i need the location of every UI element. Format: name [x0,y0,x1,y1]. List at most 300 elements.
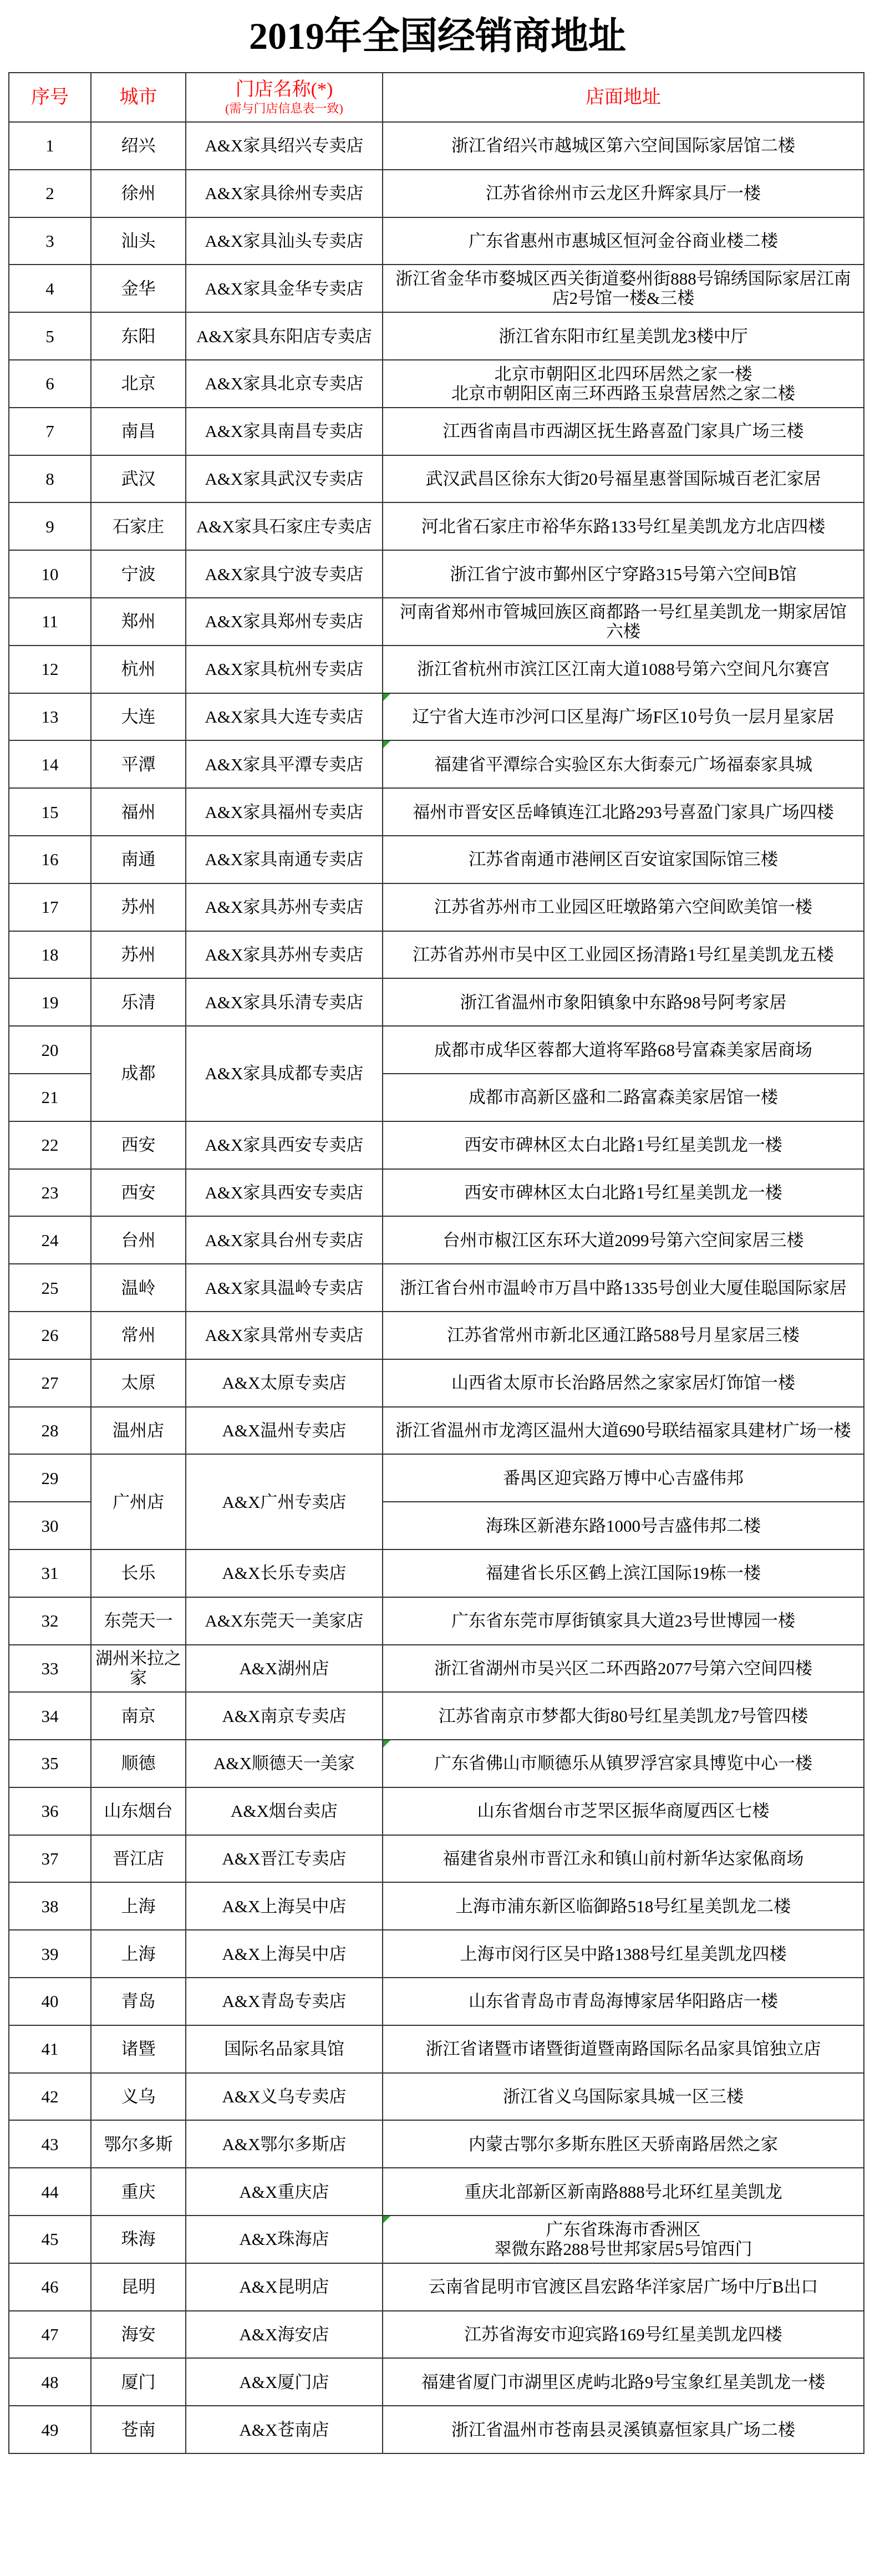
city-cell: 石家庄 [91,502,186,550]
city-cell: 乐清 [91,978,186,1026]
store-name-cell: A&X湖州店 [186,1645,383,1693]
store-name-cell: 国际名品家具馆 [186,2025,383,2073]
row-number-cell: 44 [9,2168,91,2216]
city-cell: 常州 [91,1312,186,1359]
city-cell: 海安 [91,2311,186,2359]
store-name-cell: A&X家具武汉专卖店 [186,455,383,503]
row-number-cell: 29 [9,1454,91,1502]
store-name-cell: A&X家具福州专卖店 [186,788,383,836]
city-cell: 南通 [91,836,186,883]
row-number-cell: 16 [9,836,91,883]
store-name-cell: A&X家具大连专卖店 [186,693,383,741]
table-row [9,265,864,312]
store-name-cell: A&X家具东阳店专卖店 [186,312,383,360]
address-line: 江苏省南京市梦都大街80号红星美凯龙7号管四楼 [438,1706,808,1726]
table-row [9,2025,864,2073]
table-row [9,455,864,503]
address-line: 广东省佛山市顺德乐从镇罗浮宫家具博览中心一楼 [434,1754,812,1774]
address-line: 上海市闵行区吴中路1388号红星美凯龙四楼 [460,1944,787,1964]
address-cell [383,1692,864,1740]
row-number-cell: 45 [9,2216,91,2263]
address-line: 河北省石家庄市裕华东路133号红星美凯龙方北店四楼 [421,516,826,536]
row-number-cell: 19 [9,978,91,1026]
address-cell [383,408,864,455]
address-cell [383,978,864,1026]
row-number-cell: 4 [9,265,91,312]
row-number-cell: 8 [9,455,91,503]
row-number-cell: 6 [9,360,91,408]
address-line: 海珠区新港东路1000号吉盛伟邦二楼 [486,1516,761,1536]
row-number-cell: 34 [9,1692,91,1740]
city-cell: 长乐 [91,1549,186,1597]
address-line: 浙江省东阳市红星美凯龙3楼中厅 [498,326,748,346]
address-line: 番禺区迎宾路万博中心吉盛伟邦 [503,1468,744,1488]
address-line: 广东省惠州市惠城区恒河金谷商业楼二楼 [469,231,778,251]
table-row [9,693,864,741]
address-line: 浙江省金华市婺城区西关街道婺州街888号锦绣国际家居江南店2号馆一楼&三楼 [395,269,851,308]
address-cell [383,931,864,979]
store-name-cell: A&X家具杭州专卖店 [186,646,383,693]
city-cell: 徐州 [91,170,186,217]
table-row [9,2358,864,2406]
address-line: 浙江省诸暨市诸暨街道暨南路国际名品家具馆独立店 [425,2039,821,2059]
row-number-cell: 1 [9,122,91,170]
row-number-cell: 36 [9,1787,91,1835]
table-row [9,1787,864,1835]
address-cell [383,1359,864,1407]
address-cell [383,550,864,598]
city-cell: 西安 [91,1169,186,1217]
table-row [9,1454,864,1502]
row-number-cell: 40 [9,1978,91,2025]
address-cell [383,883,864,931]
address-cell [383,598,864,646]
address-cell [383,502,864,550]
city-cell: 西安 [91,1121,186,1169]
table-row [9,2311,864,2359]
address-cell [383,1835,864,1883]
address-cell [383,1169,864,1217]
address-line: 北京市朝阳区南三环西路玉泉营居然之家二楼 [451,383,795,403]
store-name-cell: A&X晋江专卖店 [186,1835,383,1883]
city-cell: 金华 [91,265,186,312]
address-cell [383,455,864,503]
address-cell [383,1597,864,1645]
city-cell: 重庆 [91,2168,186,2216]
table-row [9,1692,864,1740]
row-number-cell: 33 [9,1645,91,1693]
store-name-cell: A&X东莞天一美家店 [186,1597,383,1645]
table-row [9,217,864,265]
city-cell: 晋江店 [91,1835,186,1883]
city-cell: 诸暨 [91,2025,186,2073]
row-number-cell: 9 [9,502,91,550]
address-cell [383,2216,864,2263]
table-row [9,931,864,979]
error-indicator-icon [383,2216,390,2223]
store-name-cell: A&X重庆店 [186,2168,383,2216]
city-cell: 郑州 [91,598,186,646]
city-cell: 太原 [91,1359,186,1407]
store-name-cell: A&X青岛专卖店 [186,1978,383,2025]
row-number-cell: 5 [9,312,91,360]
table-row [9,170,864,217]
address-cell [383,1454,864,1502]
city-cell: 顺德 [91,1740,186,1787]
address-line: 山东省烟台市芝罘区振华商厦西区七楼 [477,1801,770,1821]
address-line: 翠微东路288号世邦家居5号馆西门 [494,2239,752,2259]
row-number-cell: 32 [9,1597,91,1645]
table-row [9,978,864,1026]
row-number-cell: 3 [9,217,91,265]
address-line: 内蒙古鄂尔多斯东胜区天骄南路居然之家 [469,2134,778,2154]
address-cell [383,122,864,170]
store-name-cell: A&X家具成都专卖店 [186,1026,383,1121]
row-number-cell: 24 [9,1216,91,1264]
city-cell: 东莞天一 [91,1597,186,1645]
table-row [9,836,864,883]
store-name-cell: A&X家具苏州专卖店 [186,883,383,931]
city-cell: 温岭 [91,1264,186,1312]
table-row [9,598,864,646]
store-name-cell: A&X上海吴中店 [186,1930,383,1978]
city-cell: 昆明 [91,2263,186,2311]
city-cell: 绍兴 [91,122,186,170]
header-address: 店面地址 [383,73,864,122]
address-line: 浙江省台州市温岭市万昌中路1335号创业大厦佳聪国际家居 [400,1278,847,1298]
header-no: 序号 [9,73,91,122]
table-row [9,1026,864,1074]
store-name-cell: A&X家具南通专卖店 [186,836,383,883]
header-store-name-label: 门店名称(*) [235,79,333,100]
row-number-cell: 7 [9,408,91,455]
address-cell [383,1882,864,1930]
store-name-cell: A&X家具徐州专卖店 [186,170,383,217]
address-line: 浙江省绍兴市越城区第六空间国际家居馆二楼 [451,136,795,156]
store-name-cell: A&X家具台州专卖店 [186,1216,383,1264]
row-number-cell: 21 [9,1074,91,1121]
row-number-cell: 47 [9,2311,91,2359]
city-cell: 珠海 [91,2216,186,2263]
address-cell [383,788,864,836]
row-number-cell: 42 [9,2073,91,2121]
row-number-cell: 20 [9,1026,91,1074]
address-cell [383,2311,864,2359]
row-number-cell: 46 [9,2263,91,2311]
row-number-cell: 18 [9,931,91,979]
store-name-cell: A&X顺德天一美家 [186,1740,383,1787]
address-cell [383,1978,864,2025]
city-cell: 台州 [91,1216,186,1264]
address-line: 武汉武昌区徐东大街20号福星惠誉国际城百老汇家居 [425,469,821,489]
address-line: 福州市晋安区岳峰镇连江北路293号喜盈门家具广场四楼 [413,802,834,822]
city-cell: 苏州 [91,931,186,979]
address-line: 浙江省温州市苍南县灵溪镇嘉恒家具广场二楼 [451,2420,795,2440]
table-row [9,2263,864,2311]
row-number-cell: 43 [9,2120,91,2168]
store-name-cell: A&X家具郑州专卖店 [186,598,383,646]
table-row [9,1359,864,1407]
store-name-cell: A&X家具西安专卖店 [186,1121,383,1169]
store-name-cell: A&X家具北京专卖店 [186,360,383,408]
store-name-cell: A&X义乌专卖店 [186,2073,383,2121]
address-line: 浙江省温州市龙湾区温州大道690号联结福家具建材广场一楼 [395,1420,851,1440]
address-line: 福建省泉州市晋江永和镇山前村新华达家俬商场 [442,1849,804,1869]
city-cell: 山东烟台 [91,1787,186,1835]
table-row [9,312,864,360]
row-number-cell: 28 [9,1407,91,1455]
address-cell [383,1312,864,1359]
table-row [9,122,864,170]
row-number-cell: 10 [9,550,91,598]
row-number-cell: 48 [9,2358,91,2406]
city-cell: 福州 [91,788,186,836]
address-line: 浙江省义乌国际家具城一区三楼 [503,2087,744,2107]
table-row [9,740,864,788]
row-number-cell: 13 [9,693,91,741]
table-row [9,2073,864,2121]
city-cell: 武汉 [91,455,186,503]
address-cell [383,2406,864,2453]
city-cell: 苏州 [91,883,186,931]
address-line: 浙江省温州市象阳镇象中东路98号阿考家居 [460,992,787,1012]
store-name-cell: A&X家具西安专卖店 [186,1169,383,1217]
row-number-cell: 2 [9,170,91,217]
store-name-cell: A&X家具宁波专卖店 [186,550,383,598]
address-cell [383,312,864,360]
store-name-cell: A&X家具金华专卖店 [186,265,383,312]
table-row [9,1121,864,1169]
address-cell [383,836,864,883]
store-name-cell: A&X海安店 [186,2311,383,2359]
row-number-cell: 11 [9,598,91,646]
address-line: 山西省太原市长治路居然之家家居灯饰馆一楼 [451,1373,795,1393]
address-line: 山东省青岛市青岛海博家居华阳路店一楼 [469,1991,778,2011]
city-cell: 大连 [91,693,186,741]
address-cell [383,1264,864,1312]
address-line: 广东省东莞市厚街镇家具大道23号世博园一楼 [451,1611,795,1631]
header-store-name-note: (需与门店信息表一致) [225,101,343,115]
table-row [9,1882,864,1930]
address-line: 广东省珠海市香洲区 [546,2219,701,2239]
row-number-cell: 12 [9,646,91,693]
store-name-cell: A&X厦门店 [186,2358,383,2406]
store-name-cell: A&X家具绍兴专卖店 [186,122,383,170]
store-name-cell: A&X家具苏州专卖店 [186,931,383,979]
address-cell [383,2263,864,2311]
address-cell [383,170,864,217]
store-name-cell: A&X苍南店 [186,2406,383,2453]
city-cell: 温州店 [91,1407,186,1455]
store-name-cell: A&X广州专卖店 [186,1454,383,1549]
city-cell: 上海 [91,1930,186,1978]
store-name-cell: A&X家具石家庄专卖店 [186,502,383,550]
city-cell: 湖州米拉之家 [91,1645,186,1693]
city-cell: 鄂尔多斯 [91,2120,186,2168]
city-cell: 宁波 [91,550,186,598]
row-number-cell: 22 [9,1121,91,1169]
store-name-cell: A&X家具温岭专卖店 [186,1264,383,1312]
address-line: 浙江省杭州市滨江区江南大道1088号第六空间凡尔赛宫 [417,659,830,679]
address-line: 江西省南昌市西湖区抚生路喜盈门家具广场三楼 [442,421,804,441]
store-name-cell: A&X珠海店 [186,2216,383,2263]
address-cell [383,1216,864,1264]
address-line: 江苏省常州市新北区通江路588号月星家居三楼 [447,1325,800,1345]
address-line: 上海市浦东新区临御路518号红星美凯龙二楼 [455,1896,791,1916]
address-cell [383,1026,864,1074]
address-cell [383,1407,864,1455]
store-name-cell: A&X家具常州专卖店 [186,1312,383,1359]
table-row [9,1835,864,1883]
address-cell [383,693,864,741]
address-line: 福建省长乐区鹤上滨江国际19栋一楼 [486,1563,761,1583]
table-row [9,1645,864,1693]
city-cell: 杭州 [91,646,186,693]
store-name-cell: A&X家具南昌专卖店 [186,408,383,455]
header-store-name [186,73,383,122]
table-row [9,1597,864,1645]
store-name-cell: A&X鄂尔多斯店 [186,2120,383,2168]
address-line: 重庆北部新区新南路888号北环红星美凯龙 [464,2182,782,2202]
address-line: 江苏省苏州市吴中区工业园区扬清路1号红星美凯龙五楼 [413,944,834,964]
city-cell: 广州店 [91,1454,186,1549]
address-line: 江苏省南通市港闸区百安谊家国际馆三楼 [469,850,778,870]
address-cell [383,1787,864,1835]
city-cell: 苍南 [91,2406,186,2453]
address-cell [383,1740,864,1787]
store-name-cell: A&X家具汕头专卖店 [186,217,383,265]
city-cell: 东阳 [91,312,186,360]
address-cell [383,1121,864,1169]
row-number-cell: 38 [9,1882,91,1930]
store-name-cell: A&X家具乐清专卖店 [186,978,383,1026]
address-cell [383,2073,864,2121]
address-line: 成都市高新区盛和二路富森美家居馆一楼 [469,1088,778,1107]
table-row [9,788,864,836]
store-name-cell: A&X长乐专卖店 [186,1549,383,1597]
address-line: 浙江省宁波市鄞州区宁穿路315号第六空间B馆 [450,564,797,584]
header-row [9,73,864,122]
address-line: 台州市椒江区东环大道2099号第六空间家居三楼 [442,1230,804,1250]
error-indicator-icon [383,694,390,701]
table-row [9,1978,864,2025]
city-cell: 厦门 [91,2358,186,2406]
error-indicator-icon [383,741,390,748]
address-cell [383,2025,864,2073]
address-line: 辽宁省大连市沙河口区星海广场F区10号负一层月星家居 [412,707,835,726]
table-body [9,122,864,2453]
address-cell [383,360,864,408]
store-name-cell: A&X烟台卖店 [186,1787,383,1835]
row-number-cell: 37 [9,1835,91,1883]
error-indicator-icon [383,1740,390,1747]
address-cell [383,1645,864,1693]
address-cell [383,646,864,693]
address-line: 西安市碑林区太白北路1号红星美凯龙一楼 [464,1135,782,1155]
city-cell: 成都 [91,1026,186,1121]
page-title: 2019年全国经销商地址 [248,15,626,57]
address-line: 西安市碑林区太白北路1号红星美凯龙一楼 [464,1182,782,1202]
address-cell [383,1549,864,1597]
store-name-cell: A&X上海吴中店 [186,1882,383,1930]
city-cell: 青岛 [91,1978,186,2025]
table-row [9,1740,864,1787]
table-row [9,1930,864,1978]
row-number-cell: 49 [9,2406,91,2453]
address-line: 云南省昆明市官渡区昌宏路华洋家居广场中厅B出口 [428,2277,818,2297]
table-row [9,2120,864,2168]
city-cell: 平潭 [91,740,186,788]
address-cell [383,2120,864,2168]
table-row [9,550,864,598]
dealer-address-table [8,72,864,2454]
city-cell: 义乌 [91,2073,186,2121]
address-line: 江苏省徐州市云龙区升辉家具厅一楼 [486,184,761,204]
row-number-cell: 17 [9,883,91,931]
row-number-cell: 25 [9,1264,91,1312]
table-row [9,502,864,550]
address-cell [383,740,864,788]
row-number-cell: 31 [9,1549,91,1597]
table-row [9,2406,864,2453]
store-name-cell: A&X南京专卖店 [186,1692,383,1740]
table-row [9,1407,864,1455]
row-number-cell: 27 [9,1359,91,1407]
table-row [9,1264,864,1312]
store-name-cell: A&X昆明店 [186,2263,383,2311]
table-row [9,1169,864,1217]
address-line: 河南省郑州市管城回族区商都路一号红星美凯龙一期家居馆六楼 [400,602,847,641]
row-number-cell: 30 [9,1502,91,1549]
table-row [9,883,864,931]
row-number-cell: 23 [9,1169,91,1217]
address-line: 江苏省海安市迎宾路169号红星美凯龙四楼 [464,2325,782,2345]
table-row [9,1549,864,1597]
header-city: 城市 [91,73,186,122]
address-line: 北京市朝阳区北四环居然之家一楼 [494,364,752,384]
city-cell: 上海 [91,1882,186,1930]
address-cell [383,265,864,312]
table-row [9,408,864,455]
store-name-cell: A&X家具平潭专卖店 [186,740,383,788]
address-cell [383,2358,864,2406]
row-number-cell: 14 [9,740,91,788]
address-cell [383,1930,864,1978]
row-number-cell: 39 [9,1930,91,1978]
table-row [9,1216,864,1264]
row-number-cell: 26 [9,1312,91,1359]
row-number-cell: 15 [9,788,91,836]
address-cell [383,2168,864,2216]
table-row [9,360,864,408]
address-line: 浙江省湖州市吴兴区二环西路2077号第六空间四楼 [434,1658,812,1678]
address-cell [383,1074,864,1121]
store-name-cell: A&X温州专卖店 [186,1407,383,1455]
table-row [9,1312,864,1359]
table-row [9,2168,864,2216]
address-line: 福建省平潭综合实验区东大街泰元广场福泰家具城 [434,754,812,774]
city-cell: 北京 [91,360,186,408]
city-cell: 汕头 [91,217,186,265]
row-number-cell: 41 [9,2025,91,2073]
city-cell: 南昌 [91,408,186,455]
row-number-cell: 35 [9,1740,91,1787]
address-line: 成都市成华区蓉都大道将军路68号富森美家居商场 [434,1040,812,1060]
address-cell [383,1502,864,1549]
table-row [9,2216,864,2263]
address-line: 江苏省苏州市工业园区旺墩路第六空间欧美馆一楼 [434,897,812,917]
address-cell [383,217,864,265]
